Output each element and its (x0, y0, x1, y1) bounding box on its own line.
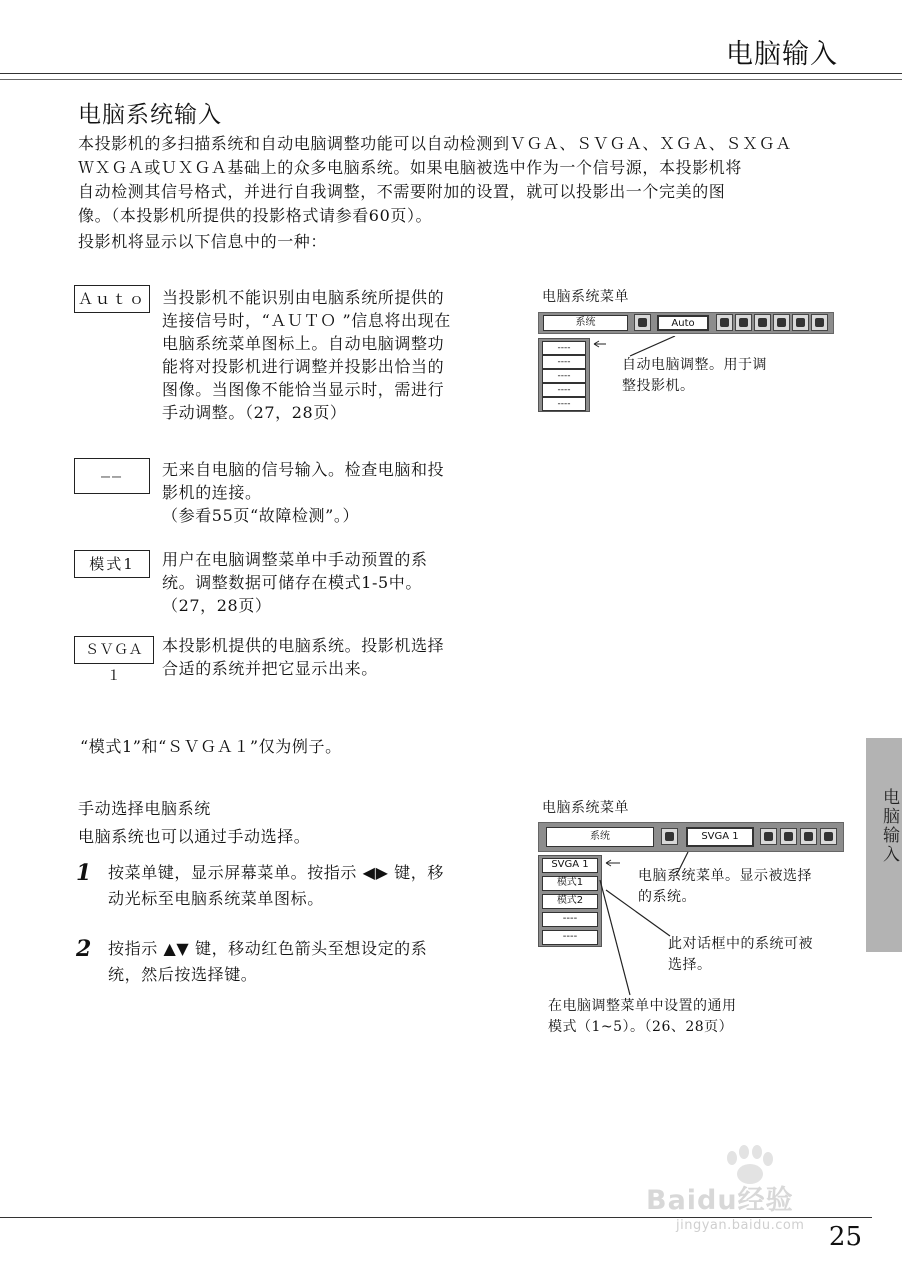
annotation-line: 选择。 (668, 957, 712, 973)
watermark-url: jingyan.baidu.com (676, 1218, 805, 1233)
header-rule (0, 73, 902, 74)
step-number: 2 (76, 936, 92, 962)
mode1-description (162, 548, 502, 617)
list-item: SVGA 1 (542, 858, 598, 873)
list-item: ---- (542, 912, 598, 927)
entry-line: 手动调整。（27，28页） (162, 403, 347, 422)
panel1-menu-label: 系统 (543, 315, 628, 331)
entry-line: （参看55页“故障检测”。） (162, 506, 360, 525)
section-intro (78, 132, 846, 228)
panel1-annotation (622, 355, 767, 397)
annotation-line: 自动电脑调整。用于调 (622, 357, 767, 373)
header-rule-thin (0, 79, 902, 80)
auto-description (162, 286, 502, 424)
section-intro-2: 投影机将显示以下信息中的一种： (78, 232, 328, 251)
list-item: ---- (542, 355, 586, 369)
annotation-line: 整投影机。 (622, 378, 695, 394)
panel1-caption: 电脑系统菜单 (542, 289, 629, 305)
color-icon (735, 314, 752, 331)
side-tab-label: 电脑输入 (879, 788, 899, 864)
panel2-annotation-selectable (668, 934, 813, 976)
auto-badge: Ａｕｔｏ (74, 285, 150, 313)
mode1-badge: 模式1 (74, 550, 150, 578)
screen-icon (820, 828, 837, 845)
entry-line: 统。调整数据可储存在模式1-5中。 (162, 573, 422, 592)
list-item: ---- (542, 341, 586, 355)
pc-adjust-icon (760, 828, 777, 845)
list-item: ---- (542, 397, 586, 411)
annotation-line: 在电脑调整菜单中设置的通用 (548, 998, 737, 1014)
annotation-line: 的系统。 (638, 889, 696, 905)
entry-line: 电脑系统菜单图标上。自动电脑调整功 (162, 334, 445, 353)
intro-line: 自动检测其信号格式，并进行自我调整，不需要附加的设置，就可以投影出一个完美的图 (78, 182, 726, 201)
list-item: ---- (542, 383, 586, 397)
chapter-title: 电脑输入 (726, 39, 838, 70)
panel1-value: Auto (657, 315, 709, 331)
image-icon (754, 314, 771, 331)
entry-line: 连接信号时，“ＡＵＴＯ ”信息将出现在 (162, 311, 451, 330)
panel2-menu-label: 系统 (546, 827, 654, 847)
step-line: 统，然后按选择键。 (108, 965, 258, 984)
list-item: ---- (542, 930, 598, 945)
step-text (108, 936, 504, 988)
intro-line: 本投影机的多扫描系统和自动电脑调整功能可以自动检测到ＶＧＡ、ＳＶＧＡ、ＸＧＡ、ＳＸＧＡ (78, 134, 792, 153)
entry-line: 本投影机提供的电脑系统。投影机选择 (162, 636, 445, 655)
example-note: “模式1”和“ＳＶＧＡ１”仅为例子。 (80, 737, 342, 756)
annotation-line: 电脑系统菜单。显示被选择 (638, 868, 812, 884)
panel1-list (538, 338, 590, 412)
step-number: 1 (76, 860, 92, 886)
watermark-logo: Baidu经验 (646, 1185, 794, 1216)
entry-line: 合适的系统并把它显示出来。 (162, 659, 378, 678)
panel2-pointer-lines (590, 840, 700, 1000)
step-text (108, 860, 504, 912)
list-item: 模式1 (542, 876, 598, 891)
panel2-annotation-menu (638, 866, 812, 908)
color-icon (780, 828, 797, 845)
svga1-badge: ＳＶＧＡ １ (74, 636, 154, 664)
section-title: 电脑系统输入 (78, 102, 222, 128)
computer-system-icon (634, 314, 651, 331)
entry-line: 无来自电脑的信号输入。检查电脑和投 (162, 460, 445, 479)
manual-intro: 电脑系统也可以通过手动选择。 (78, 827, 311, 846)
step-line: 按菜单键，显示屏幕菜单。按指示 ◀▶ 键，移 (108, 863, 444, 882)
entry-line: （27，28页） (162, 596, 272, 615)
no-signal-description (162, 458, 502, 527)
image-icon (800, 828, 817, 845)
svga1-description (162, 634, 502, 680)
step-line: 按指示 ▲▼ 键，移动红色箭头至想设定的系 (108, 939, 428, 958)
intro-line: ＷＸＧＡ或ＵＸＧＡ基础上的众多电脑系统。如果电脑被选中作为一个信号源，本投影机将 (78, 158, 743, 177)
entry-line: 影机的连接。 (162, 483, 262, 502)
no-signal-badge: —— (74, 458, 150, 494)
intro-line: 像。（本投影机所提供的投影格式请参看60页）。 (78, 206, 433, 225)
page-number: 25 (828, 1222, 862, 1252)
entry-line: 能将对投影机进行调整并投影出恰当的 (162, 357, 445, 376)
list-item: 模式2 (542, 894, 598, 909)
panel2-annotation-modes (548, 996, 737, 1038)
panel2-value: SVGA 1 (686, 827, 754, 847)
pc-adjust-icon (716, 314, 733, 331)
info-icon (811, 314, 828, 331)
entry-line: 当投影机不能识别由电脑系统所提供的 (162, 288, 445, 307)
annotation-line: 模式（1~5）。（26、28页） (548, 1019, 734, 1035)
step-line: 动光标至电脑系统菜单图标。 (108, 889, 324, 908)
setting-icon (792, 314, 809, 331)
annotation-line: 此对话框中的系统可被 (668, 936, 813, 952)
panel2-caption: 电脑系统菜单 (542, 800, 629, 816)
manual-title: 手动选择电脑系统 (78, 799, 211, 818)
entry-line: 图像。当图像不能恰当显示时，需进行 (162, 380, 445, 399)
footer-rule (0, 1217, 872, 1218)
entry-line: 用户在电脑调整菜单中手动预置的系 (162, 550, 428, 569)
list-item: ---- (542, 369, 586, 383)
screen-icon (773, 314, 790, 331)
